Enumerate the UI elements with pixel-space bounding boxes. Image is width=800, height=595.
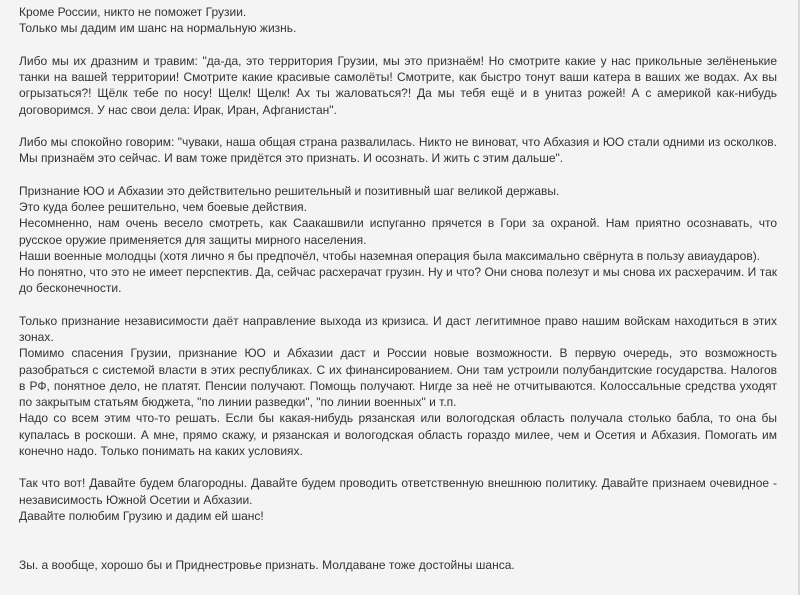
text-line: Это куда более решительно, чем боевые действия. [19,200,308,214]
text-line: Только мы дадим им шанс на нормальную жизнь. [19,21,297,36]
text-line: Наши военные молодцы (хотя лично я бы предпочёл, чтобы наземная операция была максимально свёрнута в пользу авиаударов). [19,248,761,263]
text-line: Помимо спасения Грузии, признание ЮО и Абхазии даст и России новые возможности. В первую очередь, это возможность разобраться с системой власти в этих республиках. С их финансированием. Они там устроили полубандитские государства. Налогов в РФ, понятное дело, не платят. Пенсии получают. Помощь получают. Нигде за неё не отчитываются. Колоссальные средства уходят по закрытым статьям бюджета, "по линии разведки", "по линии военных" и т.п. [19,346,777,409]
paragraph-tease: Либо мы их дразним и травим: "да-да, это территория Грузии, мы это признаём! Но смотрите какие у нас прикольные зелёненькие танки на вашей территории! Смотрите какие красивые самолёты! Смотрите, как быстро тонут ваши катера в ваших же водах. Ах вы огрызаться?! Щёлк тебе по носу! Щелк! Щелк! Ах ты жаловаться?! Да мы тебя ещё и в унитаз рожей! А с америкой как-нибудь договоримся. У нас свои дела: Ирак, Иран, Афганистан". [19,53,777,117]
text-line: Несомненно, нам очень весело смотреть, как Саакашвили испуганно прячется в Гори за охраной. Нам приятно осознавать, что русское оружие применяется для защиты мирного населения. [19,216,777,247]
post-body [19,0,777,573]
paragraph-conclusion [19,475,777,524]
text-line: Но понятно, что это не имеет перспектив. Да, сейчас расхерачат грузин. Ну и что? Они снова полезут и мы снова их расхерачим. И так до бесконечности. [19,265,777,296]
text-line: Кроме России, никто не поможет Грузии. [19,5,247,19]
text-line: Так что вот! Давайте будем благородны. Давайте будем проводить ответственную внешнюю политику. Давайте признаем очевидное - независимость Южной Осетии и Абхазии. [19,476,777,507]
paragraph-recognition [19,183,777,297]
paragraph-calm: Либо мы спокойно говорим: "чуваки, наша общая страна развалилась. Никто не виноват, что Абхазия и ЮО стали одними из осколков. Мы признаём это сейчас. И вам тоже придётся это признать. И осознать. И жить с этим дальше". [19,135,777,166]
paragraph-intro [19,0,777,37]
text-line: Только признание независимости даёт направление выхода из кризиса. И даст легитимное право нашим войскам находиться в этих зонах. [19,313,777,344]
paragraph-independence [19,313,777,459]
text-line: Давайте полюбим Грузию и дадим ей шанс! [19,508,264,523]
text-line: Надо со всем этим что-то решать. Если бы какая-нибудь рязанская или вологодская область получала столько бабла, то она бы купалась в роскоши. А мне, прямо скажу, и рязанская и вологодская область гораздо милее, чем и Осетия и Абхазия. Помогать им конечно надо. Только понимать на каких условиях. [19,411,777,458]
text-line: Признание ЮО и Абхазии это действительно решительный и позитивный шаг великой державы. [19,183,560,198]
paragraph-ps: Зы. а вообще, хорошо бы и Приднестровье признать. Молдаване тоже достойны шанса. [19,557,515,572]
